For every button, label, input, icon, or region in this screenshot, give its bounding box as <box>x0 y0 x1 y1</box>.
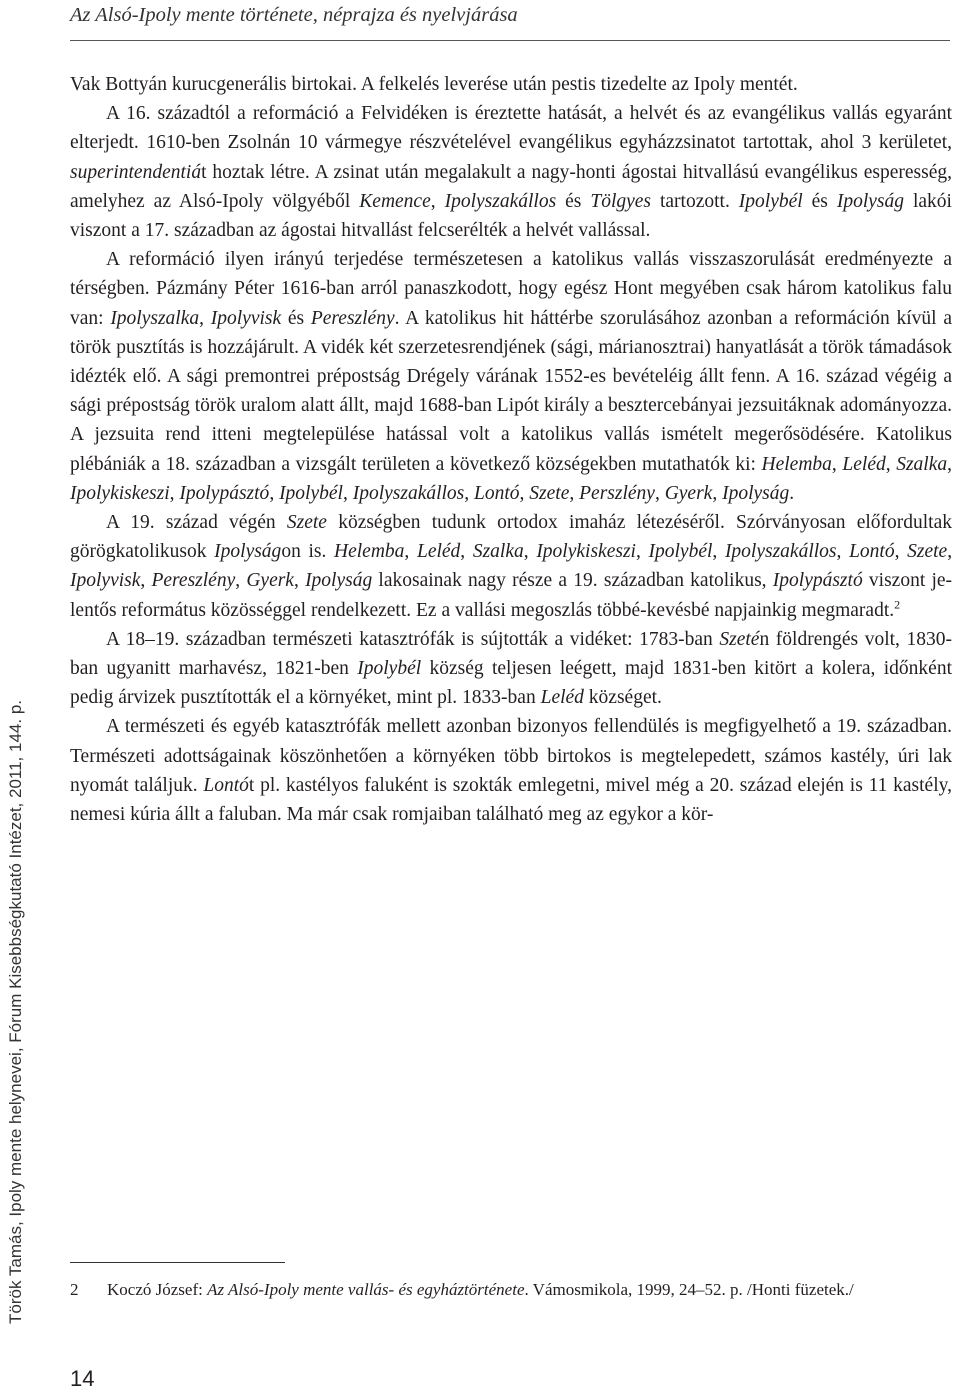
italic-term: Ipolybél <box>357 658 422 680</box>
italic-term: Kemence <box>359 190 431 212</box>
italic-term: Tölgyes <box>590 190 652 212</box>
text-run: t pl. kastélyos faluként is szokták emlegetni, mivel még a 20. század elején is 11 kastély, nemesi kúria állt a faluban. Ma már csak romjaiban található meg az egykor a kör- <box>70 774 952 826</box>
text-run: és <box>802 190 837 212</box>
italic-term: Ipolyság <box>214 541 282 563</box>
italic-term: Ipolypásztó <box>772 570 863 592</box>
text-run: A reformáció ilyen irányú terjedése természetesen a katolikus vallás visszaszorulását eredményezte a térségben. Pázmány Péter 1616-ban arról panaszkodott, hogy egész Hont megyében csak három katolikus falu van: <box>70 249 952 329</box>
italic-term: Helemba <box>761 453 832 475</box>
paragraph <box>70 712 952 829</box>
paragraph <box>70 625 952 713</box>
italic-term: Perszlény <box>579 482 655 504</box>
text-run: , <box>831 453 843 475</box>
text-run: A 18–19. században természeti katasztrófák is sújtották a vidéket: 1783-ban <box>106 628 720 650</box>
text-run: , <box>464 482 475 504</box>
italic-term: Pereszlény <box>310 307 395 329</box>
italic-term: Leléd <box>842 453 886 475</box>
text-run: Koczó József: <box>107 1280 208 1299</box>
text-run: , <box>199 307 211 329</box>
italic-term: Ipolyszalka <box>110 307 200 329</box>
footnote <box>70 1278 952 1302</box>
italic-term: Ipolyszakállos <box>724 541 837 563</box>
text-run: t hoztak létre. A zsinat után megalakult a nagy-honti ágostai hitvallású evangélikus esperesség, amelyhez az Alsó-Ipoly völgyéből <box>70 161 952 212</box>
paragraph <box>70 245 952 508</box>
italic-term: Lontó <box>849 541 895 563</box>
page-number: 14 <box>70 1366 95 1391</box>
italic-term: Ipolybél <box>738 190 803 212</box>
footnote-number: 2 <box>70 1280 79 1299</box>
paragraph <box>70 99 952 245</box>
text-run: . Vámosmikola, 1999, 24–52. p. /Honti füzetek./ <box>524 1280 854 1299</box>
italic-term: Ipolybél <box>648 541 713 563</box>
running-title: Az Alsó-Ipoly mente története, néprajza és nyelvjárása <box>70 4 518 26</box>
text-run: , <box>712 482 723 504</box>
text-run: , <box>404 541 417 563</box>
paragraph <box>70 70 952 99</box>
text-run: viszont jelentős református közösséggel rendelkezett. Ez a vallási megoszlás többé-kevésbé napjainkig megmaradt. <box>70 570 953 621</box>
text-run: n földrengés volt, 1830-ban ugyanitt marhavész, 1821-ben <box>70 628 952 680</box>
text-run: , <box>947 453 953 475</box>
italic-term: Ipolyszakállos <box>444 190 557 212</box>
text-run: , <box>519 482 530 504</box>
footnote-text <box>107 1278 952 1302</box>
italic-term: Leléd <box>540 687 584 709</box>
italic-term: Szete <box>286 512 327 534</box>
italic-term: Ipolyság <box>722 482 790 504</box>
italic-term: Szete <box>529 482 570 504</box>
italic-term: Szalka <box>472 541 524 563</box>
text-run: , <box>885 453 897 475</box>
italic-term: Ipolyság <box>305 570 373 592</box>
italic-term: superintendentiá <box>70 161 202 183</box>
italic-term: Ipolyvisk <box>70 570 141 592</box>
footnote-ref: 2 <box>894 597 901 612</box>
text-run: on is. <box>281 541 335 563</box>
running-header <box>70 0 950 41</box>
text-run: , <box>235 570 247 592</box>
text-run: , <box>430 190 445 212</box>
italic-term: Helemba <box>334 541 405 563</box>
text-run: , <box>654 482 665 504</box>
text-run: és <box>556 190 591 212</box>
italic-term: Ipolykiskeszi <box>70 482 170 504</box>
text-run: A 16. századtól a reformáció a Felvidéken is éreztette hatását, a helvét és az evangélikus vallás egyaránt elterjedt. 1610-ben Zsolnán 10 vármegye részvételével evangélikus egyházzsinatot tartottak, ahol 3 kerületet, <box>70 103 952 154</box>
footnote-divider <box>70 1262 285 1263</box>
text-run: A természeti és egyéb katasztrófák mellett azonban bizonyos fellendülés is megfigyelhető a 19. században. Természeti adottságainak köszönhetően a környéken több birtokos is megtelepedett, számos kastély, úri lak nyomát találjuk. <box>70 716 952 796</box>
text-run: lakói viszont a 17. században az ágostai hitvallást felcserélték a helvét vallással. <box>70 190 952 242</box>
text-run: , <box>947 541 953 563</box>
text-run: . A katolikus hit háttérbe szorulásához azonban a reformáción kívül a török pusztítás is hozzájárult. A vidék két szerzetesrendjének (sági, márianosztrai) hanyatlását a török támadások idézték elő. A sági premontrei prépostság Drégely várának 1552-es bevételéig állt fenn. A 16. század végéig a sági prépostság török uralom alatt állt, majd 1688-ban Lipót király a besztercebányai jezsuitáknak adományozza. A jezsuita rend itteni megtelepülése hatással volt a katolikus vallás ismételt megerősödésére. Katolikus plébániák a 18. században a vizsgált területen a következő községekben mutathatók ki: <box>70 307 952 475</box>
italic-term: Ipolypásztó <box>179 482 270 504</box>
italic-term: Ipolykiskeszi <box>536 541 636 563</box>
italic-term: Az Alsó-Ipoly mente vallás- és egyháztörténete <box>207 1280 525 1299</box>
paragraph <box>70 508 952 625</box>
text-run: , <box>523 541 537 563</box>
text-run: , <box>169 482 180 504</box>
text-run: községet. <box>583 687 662 709</box>
italic-term: Leléd <box>416 541 461 563</box>
italic-term: Szete <box>907 541 948 563</box>
side-citation <box>6 700 26 1344</box>
text-run: lakosainak nagy része a 19. században katolikus, <box>372 570 773 592</box>
text-run: , <box>460 541 473 563</box>
italic-term: Gyerk <box>664 482 713 504</box>
italic-term: Ipolyság <box>836 190 905 212</box>
text-run: község teljesen leégett, majd 1831-ben kitört a kolera, időnként pedig árvizek pusztították el a környéket, mint pl. 1833-ban <box>70 658 952 709</box>
italic-term: Ipolyvisk <box>210 307 282 329</box>
italic-term: Lontó <box>203 774 249 796</box>
text-run: Vak Bottyán kurucgenerális birtokai. A felkelés leverése után pestis tizedelte az Ipoly mentét. <box>70 74 798 95</box>
text-run: , <box>140 570 152 592</box>
text-run: községben tudunk ortodox imaház létezéséről. Szórványosan előfordultak görögkatolikusok <box>70 512 952 563</box>
text-run: tartozott. <box>651 190 739 212</box>
text-run: és <box>281 307 311 329</box>
text-run: , <box>635 541 649 563</box>
main-text <box>70 70 952 829</box>
italic-term: Pereszlény <box>151 570 236 592</box>
text-run: , <box>712 541 725 563</box>
italic-term: Ipolyszakállos <box>352 482 465 504</box>
italic-term: Szalka <box>896 453 948 475</box>
italic-term: Lontó <box>474 482 520 504</box>
text-run: . <box>789 482 795 504</box>
side-citation-text: Török Tamás, Ipoly mente helynevei, Fórum Kisebbségkutató Intézet, 2011, 144. p. <box>6 700 25 1324</box>
italic-term: Ipolybél <box>279 482 343 504</box>
text-run: , <box>293 570 306 592</box>
text-run: , <box>569 482 580 504</box>
italic-term: Gyerk <box>246 570 294 592</box>
text-run: , <box>269 482 280 504</box>
italic-term: Szeté <box>719 628 760 650</box>
text-run: , <box>836 541 850 563</box>
text-run: , <box>894 541 908 563</box>
text-run: , <box>342 482 353 504</box>
text-run: A 19. század végén <box>106 512 287 534</box>
